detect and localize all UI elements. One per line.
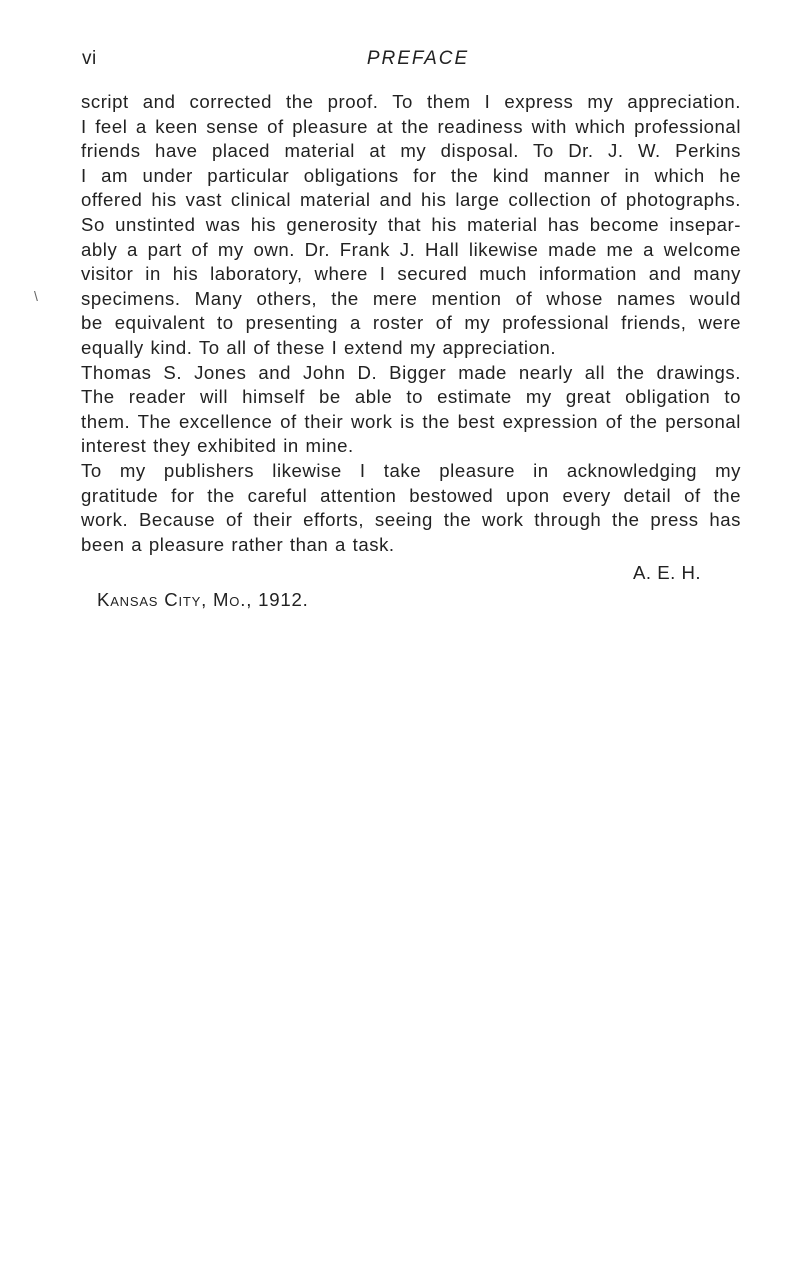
margin-pencil-mark: \ — [34, 288, 38, 304]
text-line: I feel a keen sense of pleasure at the readiness with which professional — [81, 115, 741, 137]
page-number: vi — [82, 48, 97, 69]
text-line: friends have placed material at my disposal. To Dr. J. W. Perkins — [81, 140, 741, 162]
text-line: be equivalent to presenting a roster of my professional friends, were — [81, 312, 741, 334]
text-line: work. Because of their efforts, seeing the work through the press has — [81, 509, 741, 531]
preface-body — [81, 90, 741, 557]
text-line: specimens. Many others, the mere mention of whose names would — [81, 287, 741, 309]
running-title: PREFACE — [366, 48, 470, 69]
text-line: gratitude for the careful attention bestowed upon every detail of the — [81, 484, 741, 506]
text-line: ably a part of my own. Dr. Frank J. Hall likewise made me a welcome — [81, 238, 741, 260]
text-line: script and corrected the proof. To them I express my appreciation. — [81, 91, 741, 112]
text-line: been a pleasure rather than a task. — [81, 533, 395, 555]
running-head — [78, 48, 738, 78]
text-line: So unstinted was his generosity that his material has become insepar- — [81, 213, 741, 235]
text-line: them. The excellence of their work is the best expression of the personal — [81, 410, 741, 432]
place-date: Kansas City, Mo., 1912. — [97, 589, 309, 610]
text-line: To my publishers likewise I take pleasure in acknowledging my — [81, 459, 741, 481]
text-line: I am under particular obligations for the kind manner in which he — [81, 164, 741, 186]
text-line: equally kind. To all of these I extend my appreciation. — [81, 336, 557, 358]
text-line: The reader will himself be able to estimate my great obligation to — [81, 386, 741, 408]
text-line: Thomas S. Jones and John D. Bigger made nearly all the drawings. — [81, 361, 741, 383]
text-line: visitor in his laboratory, where I secured much information and many — [81, 263, 741, 285]
text-line: offered his vast clinical material and his large collection of photographs. — [81, 189, 741, 211]
text-line: interest they exhibited in mine. — [81, 435, 354, 457]
author-initials: A. E. H. — [633, 562, 702, 583]
